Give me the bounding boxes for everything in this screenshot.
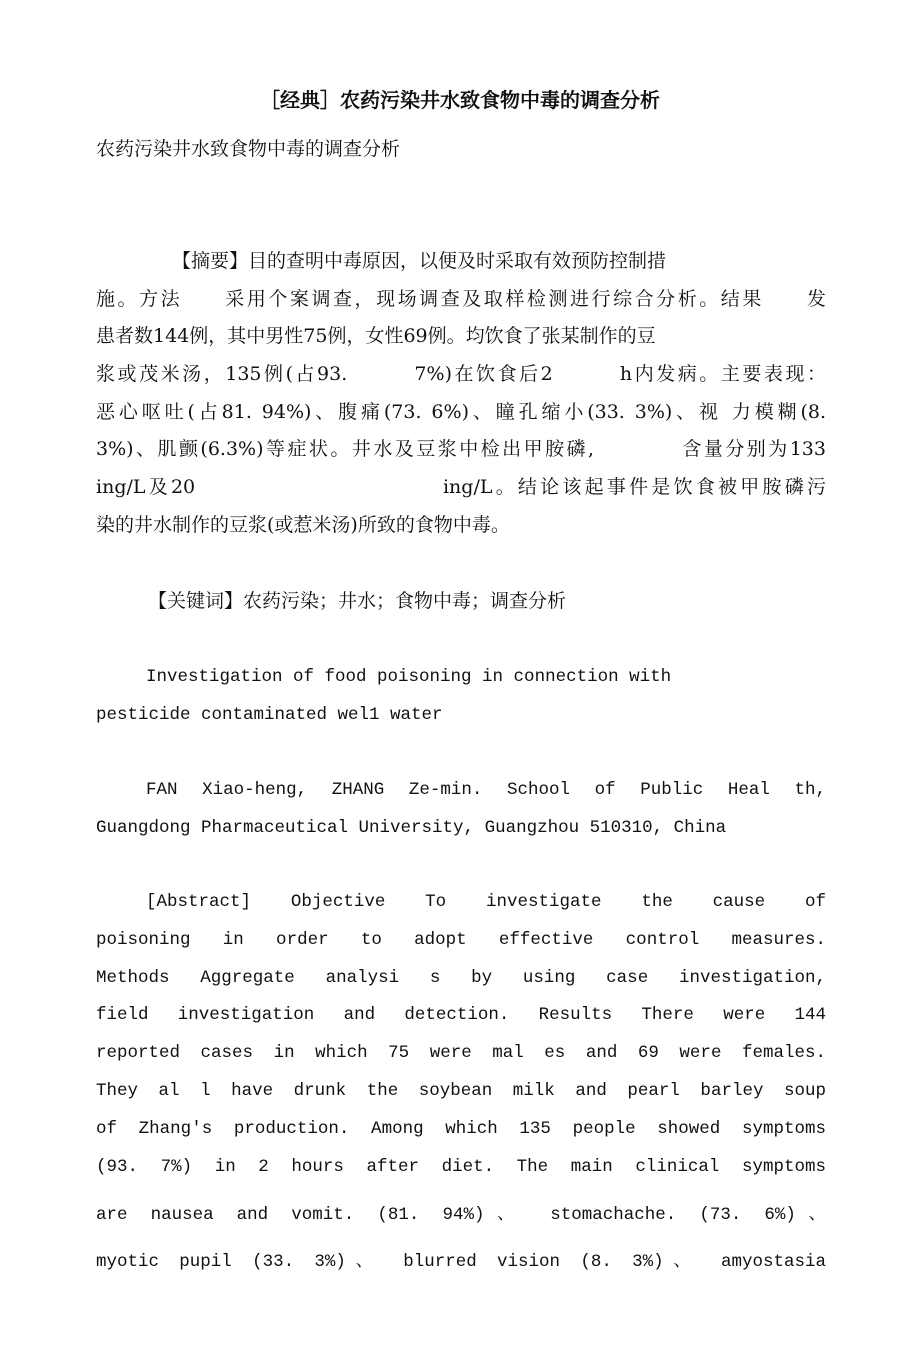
authors-line-1: FAN Xiao-heng, ZHANG Ze-min. School of Public Heal th, <box>146 780 826 800</box>
document-title: ［经典］农药污染井水致食物中毒的调查分析 <box>260 88 660 112</box>
abstract-cn-line-5: 恶心呕吐(占81. 94%)、腹痛(73. 6%)、瞳孔缩小(33. 3%)、视 力模糊(8. <box>96 401 826 423</box>
abstract-cn-line-4: 浆或茂米汤，135例(占93. 7%)在饮食后2 h内发病。主要表现： <box>96 363 826 385</box>
abstract-en-line-3: Methods Aggregate analysi s by using case investigation, <box>96 968 826 988</box>
abstract-cn-line-7: ing/L及20 ing/L。结论该起事件是饮食被甲胺磷污 <box>96 476 826 498</box>
abstract-en-line-7: of Zhang's production. Among which 135 people showed symptoms <box>96 1119 826 1139</box>
english-title-line-2: pesticide contaminated wel1 water <box>96 705 443 725</box>
abstract-en-line-8: (93. 7%) in 2 hours after diet. The main clinical symptoms <box>96 1157 826 1177</box>
abstract-cn-line-8: 染的井水制作的豆浆(或惹米汤)所致的食物中毒。 <box>96 514 510 536</box>
english-title-line-1: Investigation of food poisoning in connection with <box>146 667 672 687</box>
abstract-en-line-10: myotic pupil (33. 3%)、 blurred vision (8. 3%)、 amyostasia <box>96 1252 826 1272</box>
abstract-cn-line-2: 施。方法 采用个案调查，现场调查及取样检测进行综合分析。结果 发 <box>96 288 826 310</box>
abstract-en-line-5: reported cases in which 75 were mal es and 69 were females. <box>96 1043 826 1063</box>
abstract-en-line-6: They al l have drunk the soybean milk and pearl barley soup <box>96 1081 826 1101</box>
abstract-en-line-1: [Abstract] Objective To investigate the cause of <box>146 892 826 912</box>
abstract-en-line-4: field investigation and detection. Results There were 144 <box>96 1005 826 1025</box>
abstract-cn-line-6: 3%)、肌颤(6.3%)等症状。井水及豆浆中检出甲胺磷, 含量分别为133 <box>96 438 826 460</box>
document-subtitle: 农药污染井水致食物中毒的调查分析 <box>96 138 401 160</box>
authors-line-2: Guangdong Pharmaceutical University, Guangzhou 510310, China <box>96 818 727 838</box>
keywords-cn: 【关键词】农药污染；井水；食物中毒；调查分析 <box>148 590 567 612</box>
abstract-en-line-9: are nausea and vomit. (81. 94%)、 stomachache. (73. 6%)、 <box>96 1205 826 1225</box>
abstract-en-line-2: poisoning in order to adopt effective control measures. <box>96 930 826 950</box>
abstract-cn-line-3: 患者数144例，其中男性75例，女性69例。均饮食了张某制作的豆 <box>96 325 656 347</box>
abstract-cn-line-1: 【摘要】目的查明中毒原因，以便及时采取有效预防控制措 <box>172 250 667 272</box>
